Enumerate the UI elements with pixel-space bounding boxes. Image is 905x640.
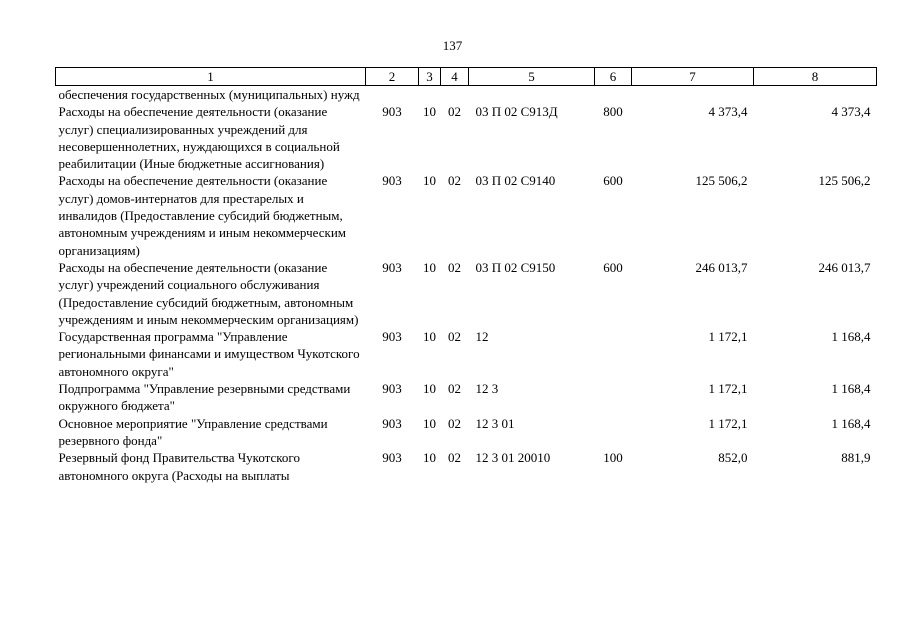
expense-type-code: 100 — [603, 450, 623, 466]
ministry-code: 903 — [382, 329, 402, 345]
table-row — [56, 103, 877, 172]
column-header-6: 6 — [595, 68, 632, 86]
section-code — [419, 86, 441, 104]
subsection-code: 02 — [448, 450, 461, 466]
ministry-code: 903 — [382, 450, 402, 466]
table-row — [56, 172, 877, 258]
amount-col-7: 1 172,1 — [708, 329, 748, 345]
expense-type-code — [595, 328, 632, 380]
target-article-code: 12 3 01 20010 — [475, 450, 551, 466]
budget-table — [55, 67, 877, 484]
expense-name: Расходы на обеспечение деятельности (оказание услуг) домов-интернатов для престарелых и инвалидов (Предоставление субсидий бюджетным, автономным учреждениям и иным некоммерческим организациям) — [58, 173, 347, 258]
section-code: 10 — [423, 329, 436, 345]
target-article-code — [469, 86, 595, 104]
subsection-code: 02 — [448, 381, 461, 397]
expense-type-code: 600 — [603, 259, 623, 275]
section-code: 10 — [423, 450, 436, 466]
amount-col-7: 1 172,1 — [708, 381, 748, 397]
table-row — [56, 86, 877, 104]
expense-name: обеспечения государственных (муниципальных) нужд — [58, 87, 360, 102]
amount-col-7: 1 172,1 — [708, 415, 748, 431]
subsection-code: 02 — [448, 259, 461, 275]
page-number: 137 — [442, 38, 463, 53]
ministry-code: 903 — [382, 259, 402, 275]
header-row — [56, 68, 877, 86]
column-header-1: 1 — [56, 68, 366, 86]
amount-col-8: 1 168,4 — [831, 329, 871, 345]
amount-col-8: 1 168,4 — [831, 415, 871, 431]
expense-name: Подпрограмма "Управление резервными средствами окружного бюджета" — [58, 381, 351, 414]
table-row — [56, 328, 877, 380]
subsection-code: 02 — [448, 104, 461, 120]
table-row — [56, 380, 877, 415]
section-code: 10 — [423, 104, 436, 120]
column-header-5: 5 — [469, 68, 595, 86]
amount-col-8 — [754, 86, 877, 104]
table-row — [56, 415, 877, 450]
expense-type-code: 600 — [603, 173, 623, 189]
ministry-code: 903 — [382, 173, 402, 189]
column-header-3: 3 — [419, 68, 441, 86]
expense-name: Расходы на обеспечение деятельности (оказание услуг) специализированных учреждений для несовершеннолетних, нуждающихся в социальной реабилитации (Иные бюджетные ассигнования) — [58, 104, 340, 172]
expense-name: Резервный фонд Правительства Чукотского автономного округа (Расходы на выплаты — [58, 450, 300, 483]
target-article-code: 03 П 02 С913Д — [475, 104, 558, 120]
section-code: 10 — [423, 173, 436, 189]
amount-col-8: 881,9 — [841, 450, 871, 466]
ministry-code — [366, 86, 419, 104]
expense-name: Расходы на обеспечение деятельности (оказание услуг) учреждений социального обслуживания (Предоставление субсидий бюджетным, автономным учреждениям и иным некоммерческим организациям) — [58, 259, 359, 327]
target-article-code: 12 3 01 — [475, 415, 515, 431]
amount-col-7: 246 013,7 — [695, 259, 748, 275]
amount-col-8: 1 168,4 — [831, 381, 871, 397]
column-header-2: 2 — [366, 68, 419, 86]
section-code: 10 — [423, 415, 436, 431]
subsection-code: 02 — [448, 173, 461, 189]
subsection-code — [441, 86, 469, 104]
column-header-7: 7 — [632, 68, 754, 86]
ministry-code: 903 — [382, 381, 402, 397]
expense-name: Государственная программа "Управление региональными финансами и имуществом Чукотского автономного округа" — [58, 329, 360, 379]
target-article-code: 12 3 — [475, 381, 499, 397]
amount-col-8: 4 373,4 — [831, 104, 871, 120]
amount-col-8: 246 013,7 — [818, 259, 871, 275]
expense-type-code: 800 — [603, 104, 623, 120]
table-row — [56, 259, 877, 328]
subsection-code: 02 — [448, 415, 461, 431]
table-row — [56, 449, 877, 484]
ministry-code: 903 — [382, 415, 402, 431]
expense-type-code — [595, 380, 632, 415]
section-code: 10 — [423, 259, 436, 275]
column-header-8: 8 — [754, 68, 877, 86]
ministry-code: 903 — [382, 104, 402, 120]
target-article-code: 03 П 02 С9140 — [475, 173, 556, 189]
expense-name: Основное мероприятие "Управление средствами резервного фонда" — [58, 415, 328, 448]
expense-type-code — [595, 86, 632, 104]
amount-col-7: 4 373,4 — [708, 104, 748, 120]
amount-col-7: 125 506,2 — [695, 173, 748, 189]
amount-col-7 — [632, 86, 754, 104]
section-code: 10 — [423, 381, 436, 397]
column-header-4: 4 — [441, 68, 469, 86]
target-article-code: 03 П 02 С9150 — [475, 259, 556, 275]
amount-col-8: 125 506,2 — [818, 173, 871, 189]
amount-col-7: 852,0 — [718, 450, 748, 466]
target-article-code: 12 — [475, 329, 489, 345]
expense-type-code — [595, 415, 632, 450]
subsection-code: 02 — [448, 329, 461, 345]
